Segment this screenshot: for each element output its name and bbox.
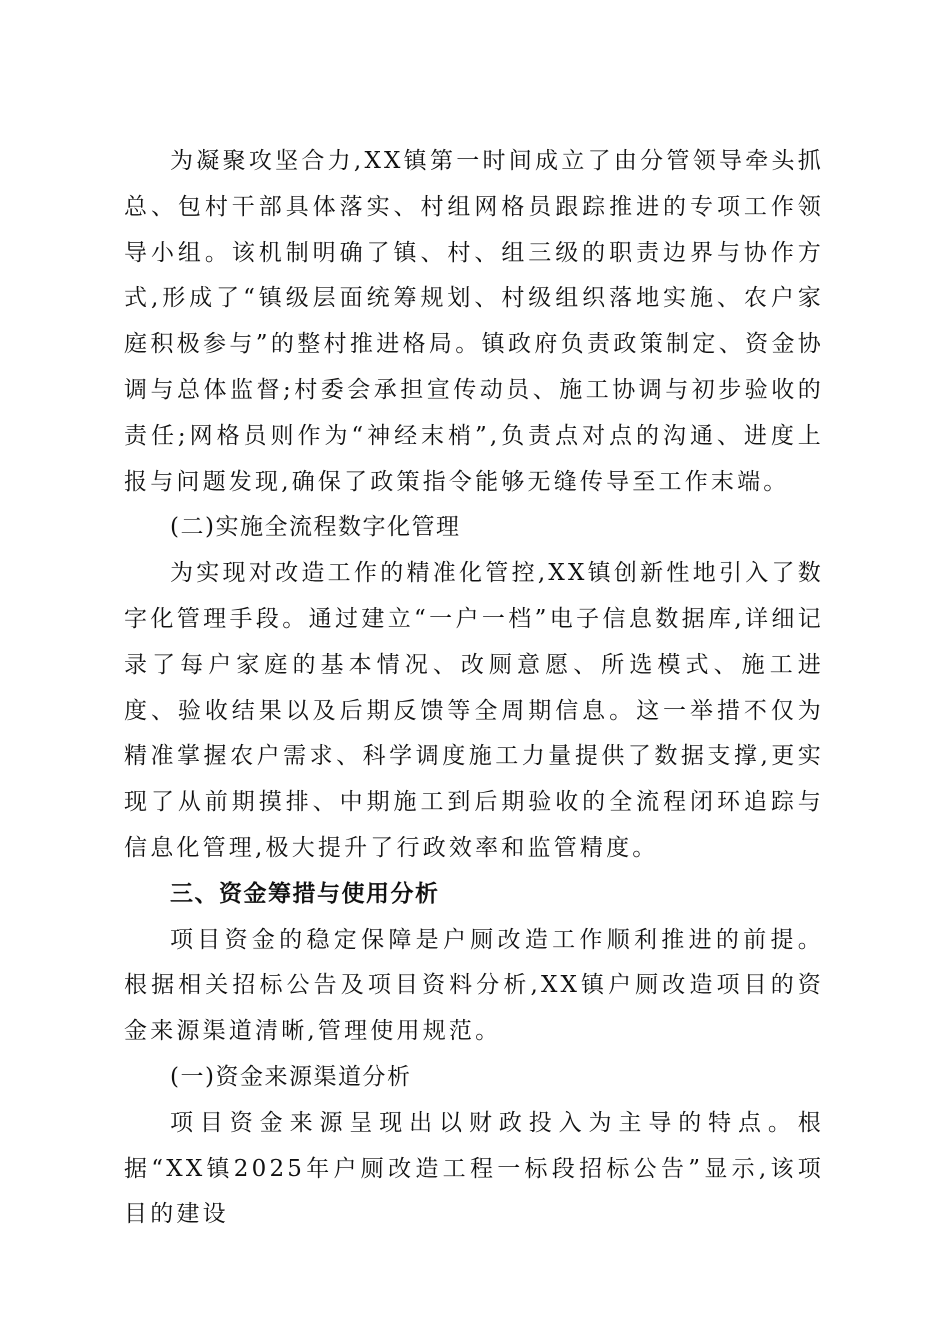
subheading-funding-sources: (一)资金来源渠道分析 [170,1063,412,1090]
subheading-digital-management: (二)实施全流程数字化管理 [170,514,461,541]
paragraph-funding-intro: 项目资金的稳定保障是户厕改造工作顺利推进的前提。根据相关招标公告及项目资料分析,XX镇户厕改造项目的资金来源渠道清晰,管理使用规范。 [124,926,824,1045]
paragraph-digital-management: 为实现对改造工作的精准化管控,XX镇创新性地引入了数字化管理手段。通过建立“一户一档”电子信息数据库,详细记录了每户家庭的基本情况、改厕意愿、所选模式、施工进度、验收结果以及后期反馈等全周期信息。这一举措不仅为精准掌握农户需求、科学调度施工力量提供了数据支撑,更实现了从前期摸排、中期施工到后期验收的全流程闭环追踪与信息化管理,极大提升了行政效率和监管精度。 [124,560,824,861]
paragraph-leadership-group: 为凝聚攻坚合力,XX镇第一时间成立了由分管领导牵头抓总、包村干部具体落实、村组网格员跟踪推进的专项工作领导小组。该机制明确了镇、村、组三级的职责边界与协作方式,形成了“镇级层面统筹规划、村级组织落地实施、农户家庭积极参与”的整村推进格局。镇政府负责政策制定、资金协调与总体监督;村委会承担宣传动员、施工协调与初步验收的责任;网格员则作为“神经末梢”,负责点对点的沟通、进度上报与问题发现,确保了政策指令能够无缝传导至工作末端。 [124,148,824,495]
section-heading-funding: 三、资金筹措与使用分析 [170,880,440,907]
document-body [124,139,824,1238]
paragraph-funding-sources: 项目资金来源呈现出以财政投入为主导的特点。根据“XX镇2025年户厕改造工程一标段招标公告”显示,该项目的建设 [124,1109,824,1228]
